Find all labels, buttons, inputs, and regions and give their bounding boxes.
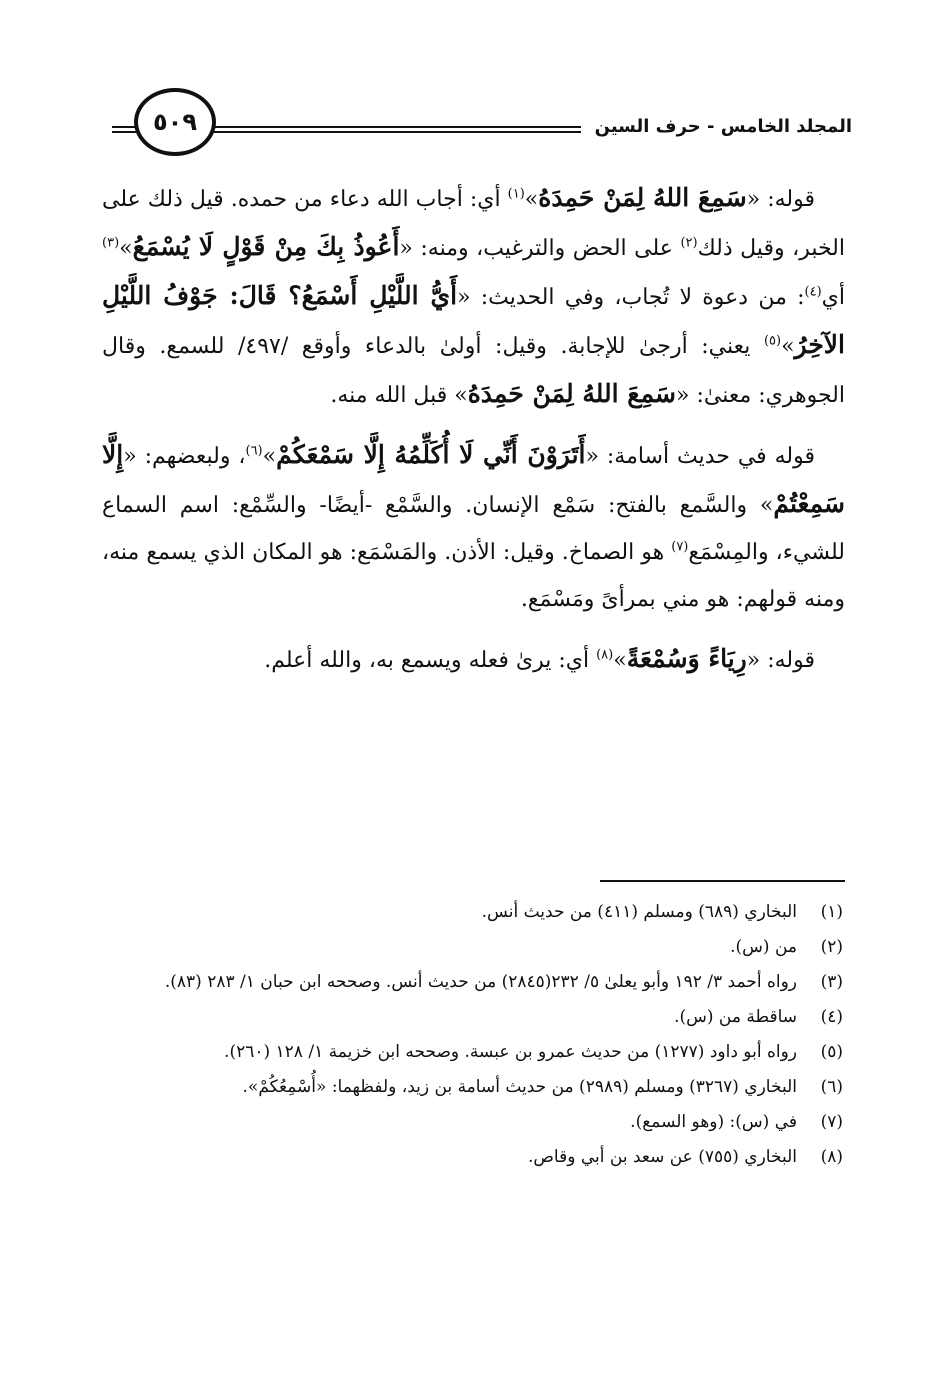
hadith-quote: أَعُوذُ بِكَ مِنْ قَوْلٍ لَا يُسْمَعُ xyxy=(132,232,400,261)
footnote-text: البخاري (٧٥٥) عن سعد بن أبي وقاص. xyxy=(527,1147,797,1167)
text-segment: » xyxy=(613,648,627,673)
text-segment: » xyxy=(524,187,539,212)
footnote-ref: (٦) xyxy=(245,443,263,459)
footnote-number: (٥) xyxy=(820,1042,843,1062)
text-segment: : من دعوة لا تُجاب، وفي الحديث: « xyxy=(457,285,805,310)
page-number: ٥٠٩ xyxy=(134,88,216,156)
footnote-text: من (س). xyxy=(730,937,797,957)
text-segment: يعني: أرجىٰ للإجابة. وقيل: أولىٰ بالدعاء وأوقع /٤٩٧/ للسمع. وقال الجوهري: معنىٰ: « xyxy=(102,334,845,408)
text-segment: » xyxy=(262,444,277,469)
footnote-number: (٨) xyxy=(820,1147,843,1167)
footnote-ref: (٢) xyxy=(680,235,698,251)
paragraph xyxy=(102,174,845,419)
hadith-quote: سَمِعَ اللهُ لِمَنْ حَمِدَهُ xyxy=(538,183,747,212)
footnote-item xyxy=(100,933,843,961)
text-segment: أي xyxy=(821,285,845,310)
footnote-ref: (٣) xyxy=(102,235,120,251)
footnote-ref: (٧) xyxy=(671,539,689,555)
paragraph xyxy=(102,635,845,684)
footnotes-list xyxy=(100,898,843,1178)
page-header xyxy=(112,88,852,170)
footnote-text: رواه أبو داود (١٢٧٧) من حديث عمرو بن عبسة. وصححه ابن خزيمة ١/ ١٢٨ (٢٦٠). xyxy=(224,1042,797,1062)
footnote-text: البخاري (٦٨٩) ومسلم (٤١١) من حديث أنس. xyxy=(481,902,797,922)
text-segment: » والسَّمع بالفتح: سَمْع الإنسان. والسَّمْع -أيضًا- والسِّمْع: اسم السماع للشيء، والمِسْمَع xyxy=(102,493,845,565)
footnote-item xyxy=(100,1108,843,1136)
footnote-text: رواه أحمد ٣/ ١٩٢ وأبو يعلىٰ ٥/ ٢٣٢(٢٨٤٥) من حديث أنس. وصححه ابن حبان ١/ ٢٨٣ (٨٣). xyxy=(164,972,797,992)
text-segment: على الحض والترغيب، ومنه: « xyxy=(399,236,681,261)
footnote-ref: (٥) xyxy=(763,333,782,349)
footnote-text: البخاري (٣٢٦٧) ومسلم (٢٩٨٩) من حديث أسامة بن زيد، ولفظهما: «أُسْمِعُكُمْ». xyxy=(242,1077,797,1097)
text-segment: أي: أجاب الله دعاء من حمده. قيل ذلك على الخبر، وقيل ذلك xyxy=(102,187,845,261)
footnote-text: في (س): (وهو السمع). xyxy=(630,1112,797,1132)
footnote-item xyxy=(100,968,843,996)
footnote-separator xyxy=(600,880,845,882)
hadith-quote: سَمِعَ اللهُ لِمَنْ حَمِدَهُ xyxy=(467,379,676,408)
footnote-number: (٤) xyxy=(820,1007,843,1027)
footnote-item xyxy=(100,1038,843,1066)
footnote-item xyxy=(100,1073,843,1101)
text-segment: » قبل الله منه. xyxy=(330,383,468,408)
text-segment: » xyxy=(781,334,795,359)
footnote-number: (٣) xyxy=(820,972,843,992)
footnote-ref: (١) xyxy=(507,186,525,202)
text-segment: قوله: « xyxy=(746,648,815,673)
footnote-ref: (٨) xyxy=(596,647,614,663)
hadith-quote: إِلَّا سَمِعْتُمْ xyxy=(102,440,845,518)
footnote-number: (٦) xyxy=(820,1077,843,1097)
text-segment: قوله في حديث أسامة: « xyxy=(585,444,815,469)
footnote-item xyxy=(100,1143,843,1171)
footnote-ref: (٤) xyxy=(804,284,822,300)
hadith-quote: أَيُّ اللَّيْلِ أَسْمَعُ؟ قَالَ: جَوْفُ اللَّيْلِ الآخِرُ xyxy=(102,281,845,359)
text-segment: أي: يرىٰ فعله ويسمع به، والله أعلم. xyxy=(264,648,597,673)
hadith-quote: رِيَاءً وَسُمْعَةً xyxy=(626,644,747,673)
footnote-item xyxy=(100,898,843,926)
footnote-number: (٧) xyxy=(820,1112,843,1132)
footnote-item xyxy=(100,1003,843,1031)
text-segment: هو الصماخ. وقيل: الأذن. والمَسْمَع: هو المكان الذي يسمع منه، ومنه قولهم: هو مني بمرأىً ومَسْمَع. xyxy=(102,540,845,612)
hadith-quote: أَتَرَوْنَ أَنِّي لَا أُكَلِّمُهُ إِلَّا سَمْعَكُمْ xyxy=(276,440,586,469)
text-segment: قوله: « xyxy=(746,187,815,212)
footnote-number: (٢) xyxy=(820,937,843,957)
main-text xyxy=(102,174,845,696)
running-title: المجلد الخامس - حرف السين xyxy=(581,112,852,142)
paragraph xyxy=(102,431,845,623)
footnote-number: (١) xyxy=(820,902,843,922)
text-segment: » xyxy=(119,236,133,261)
footnote-text: ساقطة من (س). xyxy=(674,1007,797,1027)
text-segment: ، ولبعضهم: « xyxy=(123,444,246,469)
